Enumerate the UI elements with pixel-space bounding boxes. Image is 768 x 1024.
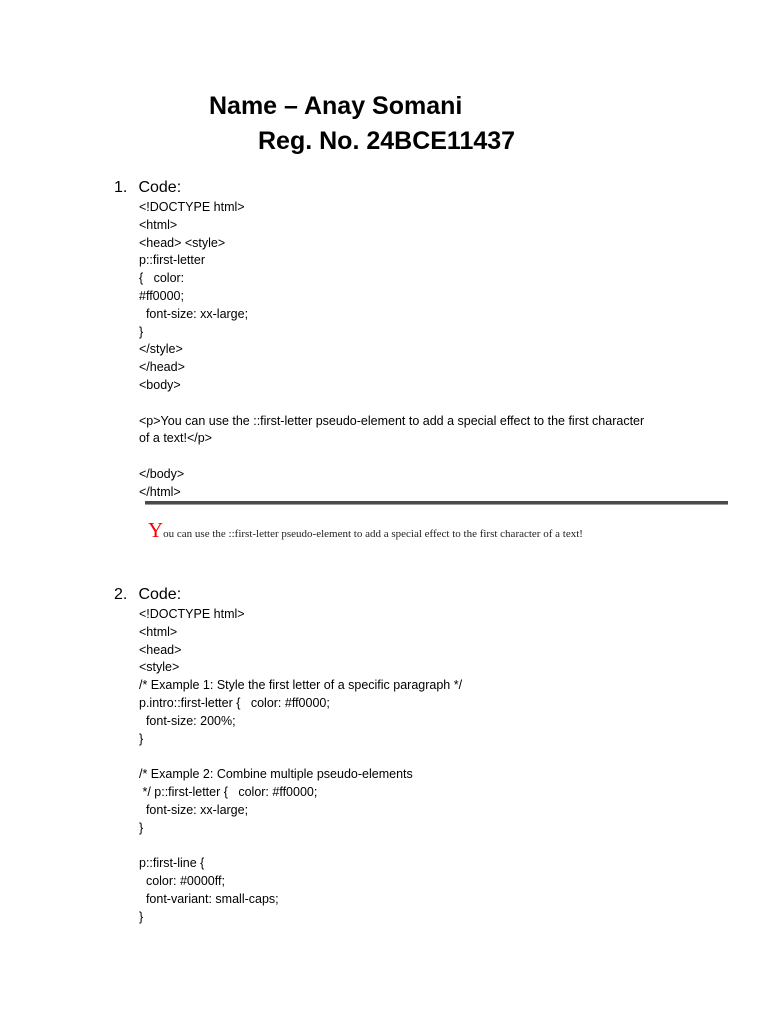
code-line bbox=[139, 837, 462, 855]
code-line: <body> bbox=[139, 377, 181, 392]
code-line: font-variant: small-caps; bbox=[139, 891, 279, 906]
code-line: </html> bbox=[139, 484, 181, 499]
student-name: Name – Anay Somani bbox=[209, 92, 463, 120]
code-line: } bbox=[139, 324, 144, 339]
code-line bbox=[139, 748, 462, 766]
code-line: <head> <style> bbox=[139, 235, 226, 250]
output-paragraph bbox=[148, 518, 583, 543]
code-line: </style> bbox=[139, 342, 183, 357]
section-1-label: Code: bbox=[138, 179, 182, 196]
code-line: <style> bbox=[139, 660, 180, 675]
code-line: { color: bbox=[139, 271, 185, 286]
code-line: <head> bbox=[139, 642, 182, 657]
code-line bbox=[139, 395, 644, 413]
registration-number: Reg. No. 24BCE11437 bbox=[258, 127, 516, 155]
code-line: </head> bbox=[139, 360, 185, 375]
code-line: font-size: xx-large; bbox=[139, 802, 249, 817]
code-line: color: #0000ff; bbox=[139, 873, 225, 888]
code-line: } bbox=[139, 820, 144, 835]
code-line: p::first-line { bbox=[139, 856, 205, 871]
code-line: <html> bbox=[139, 624, 178, 639]
code-line: font-size: xx-large; bbox=[139, 306, 249, 321]
code-line bbox=[139, 448, 644, 466]
code-line: /* Example 1: Style the first letter of a specific paragraph */ bbox=[139, 678, 463, 693]
code-line: <p>You can use the ::first-letter pseudo-element to add a special effect to the first character bbox=[139, 413, 645, 428]
code-line: } bbox=[139, 909, 144, 924]
code-line: <html> bbox=[139, 217, 178, 232]
code-line: */ p::first-letter { color: #ff0000; bbox=[139, 784, 318, 799]
output-rest-text: ou can use the ::first-letter pseudo-element to add a special effect to the first character of a text! bbox=[163, 528, 583, 540]
section-2-label: Code: bbox=[138, 586, 182, 603]
section-2-code-block bbox=[139, 606, 462, 926]
code-line: <!DOCTYPE html> bbox=[139, 607, 245, 621]
code-line: <!DOCTYPE html> bbox=[139, 200, 245, 214]
code-line: </body> bbox=[139, 466, 185, 481]
section-2-number: 2. bbox=[114, 586, 128, 603]
code-line: p::first-letter bbox=[139, 253, 205, 268]
code-line: of a text!</p> bbox=[139, 431, 212, 446]
output-first-letter: Y bbox=[148, 518, 164, 542]
section-1-output-screenshot bbox=[140, 498, 730, 548]
code-line: font-size: 200%; bbox=[139, 713, 236, 728]
code-line: p.intro::first-letter { color: #ff0000; bbox=[139, 695, 330, 710]
code-line: #ff0000; bbox=[139, 288, 184, 303]
code-line: } bbox=[139, 731, 144, 746]
section-1-heading bbox=[114, 178, 181, 198]
section-1-code-block bbox=[139, 199, 644, 502]
code-line: /* Example 2: Combine multiple pseudo-elements bbox=[139, 767, 413, 782]
section-1-number: 1. bbox=[114, 179, 128, 196]
output-top-rule bbox=[145, 501, 728, 505]
section-2-heading bbox=[114, 585, 181, 605]
